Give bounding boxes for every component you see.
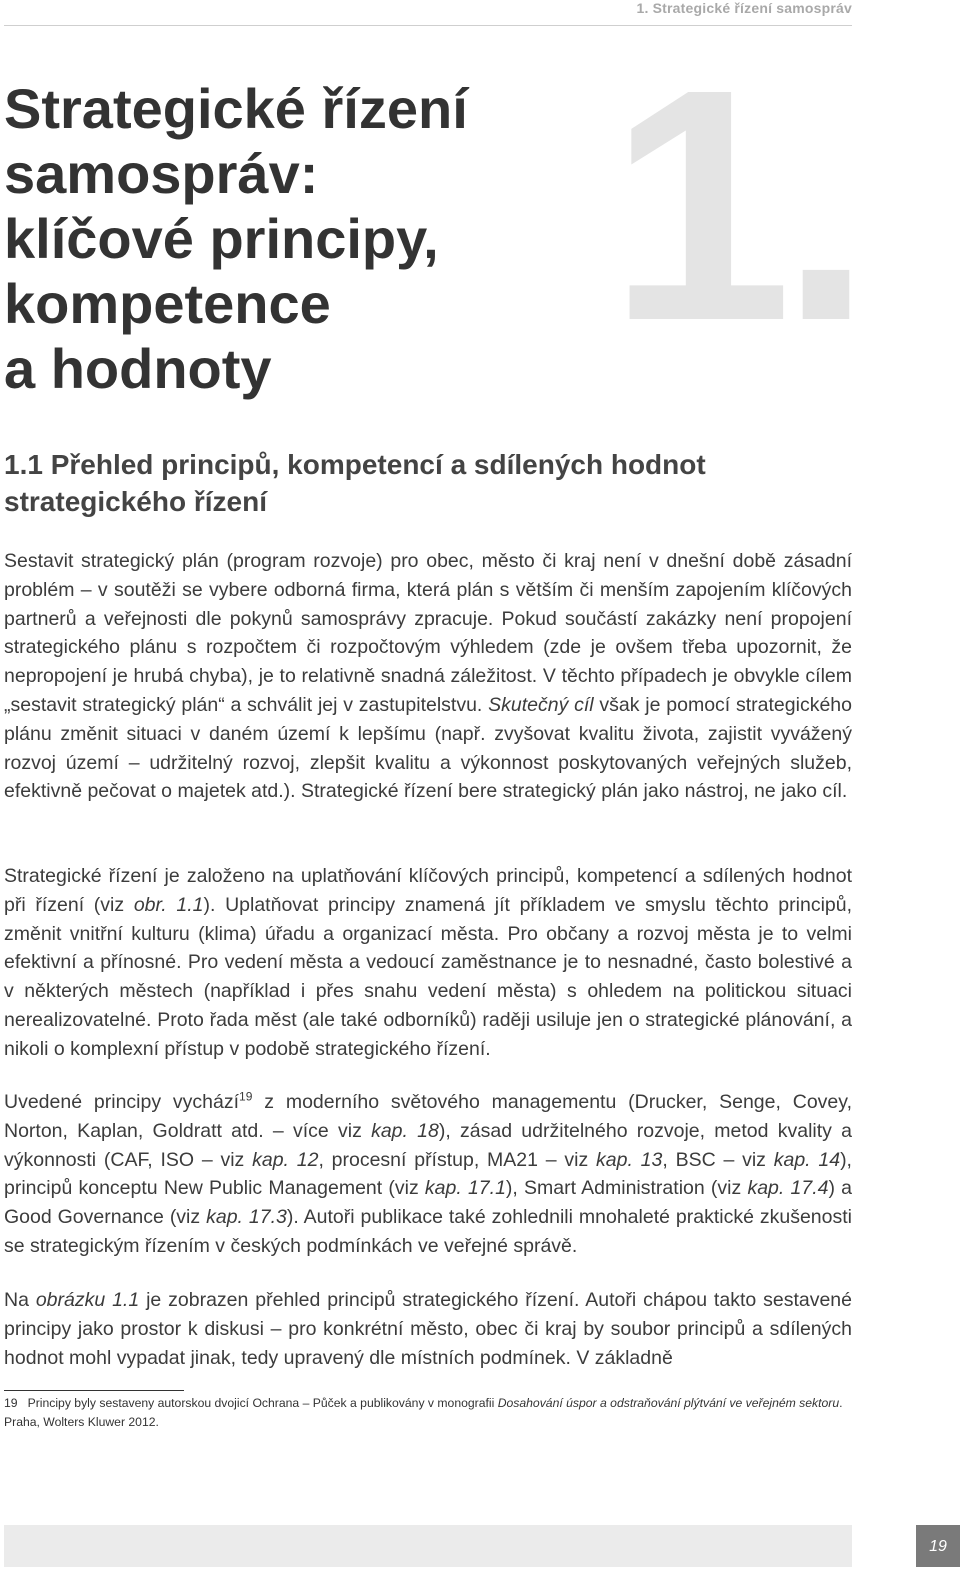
- footnote-ref[interactable]: 19: [239, 1089, 253, 1104]
- paragraph-4: Na obrázku 1.1 je zobrazen přehled principů strategického řízení. Autoři chápou takto sestavené principy jako prostor k diskusi – pro konkrétní město, obec či kraj by soubor principů a sdílených hodnot mohl vypadat jinak, tedy upravený dle místních podmínek. V základně: [4, 1289, 852, 1369]
- chapter-title-line: klíčové principy,: [4, 207, 439, 270]
- footer-bar: [4, 1525, 852, 1567]
- paragraph-3: Uvedené principy vychází$^{19}$ z moderního světového managementu (Drucker, Senge, Covey, Norton, Kaplan, Goldratt atd. – více viz kap. 18), zásad udržitelného rozvoje, metod kvality a výkonnosti (CAF, ISO – viz kap. 12, procesní přístup, MA21 – viz kap. 13, BSC – viz kap. 14), principů konceptu New Public Management (viz kap. 17.1), Smart Administration (viz kap. 17.4) a Good Governance (viz kap. 17.3). Autoři publikace také zohlednili mnohaleté praktické zkušenosti se strategickým řízením v českých podmínkách ve veřejné správě.: [4, 1089, 853, 1257]
- footnote-rule: [4, 1390, 184, 1391]
- paragraph-1: Sestavit strategický plán (program rozvoje) pro obec, město či kraj není v dnešní době zásadní problém – v soutěži se vybere odborná firma, která plán s větším či menším zapojením klíčových partnerů a veřejnosti dle pokynů samosprávy zpracuje. Pokud součástí zakázky není propojení strategického plánu s rozpočtem či rozpočtovým výhledem (zde je ovšem třeba upozornit, že nepropojení je hrubá chyba), je to relativně snadná záležitost. V těchto případech je obvykle cílem „sestavit strategický plán“ a schválit jej v zastupitelstvu. Skutečný cíl však je pomocí strategického plánu změnit situaci v daném území k lepšímu (např. zvyšovat kvalitu života, zajistit vyvážený rozvoj území – udržitelný rozvoj, zlepšit kvalitu a výkonnost poskytovaných veřejných služeb, efektivně pečovat o majetek atd.). Strategické řízení bere strategický plán jako nástroj, ne jako cíl.: [4, 550, 852, 803]
- page-number: 19: [916, 1525, 960, 1567]
- chapter-title-line: Strategické řízení: [4, 77, 468, 140]
- chapter-title-line: samospráv:: [4, 142, 319, 205]
- paragraph-2: Strategické řízení je založeno na uplatňování klíčových principů, kompetencí a sdílených hodnot při řízení (viz obr. 1.1). Uplatňovat principy znamená jít příkladem ve smyslu těchto principů, změnit vnitřní kulturu (klima) úřadu a organizací města. Pro občany a rozvoj města je to velmi efektivní a přínosné. Pro vedení města a vedoucí zaměstnance je to nesnadné, často bolestivé a v některých městech (například i přes snahu vedení města) s ohledem na politickou situaci nerealizovatelné. Proto řada měst (ale také odborníků) raději usiluje jen o strategické plánování, a nikoli o komplexní přístup v podobě strategického řízení.: [4, 865, 853, 1060]
- chapter-title: [4, 76, 564, 401]
- footnote: 19 Principy byly sestaveny autorskou dvojicí Ochrana – Půček a publikovány v monografii Dosahování úspor a odstraňování plýtvání ve veřejném sektoru. Praha, Wolters Kluwer 2012.: [4, 1396, 843, 1429]
- chapter-title-line: kompetence: [4, 272, 331, 335]
- chapter-number: 1.: [608, 20, 860, 389]
- footnote-number: 19: [4, 1396, 18, 1410]
- chapter-title-line: a hodnoty: [4, 337, 272, 400]
- running-head: 1. Strategické řízení samospráv: [636, 0, 852, 16]
- section-heading: 1.1 Přehled principů, kompetencí a sdílených hodnot strategického řízení: [4, 449, 706, 517]
